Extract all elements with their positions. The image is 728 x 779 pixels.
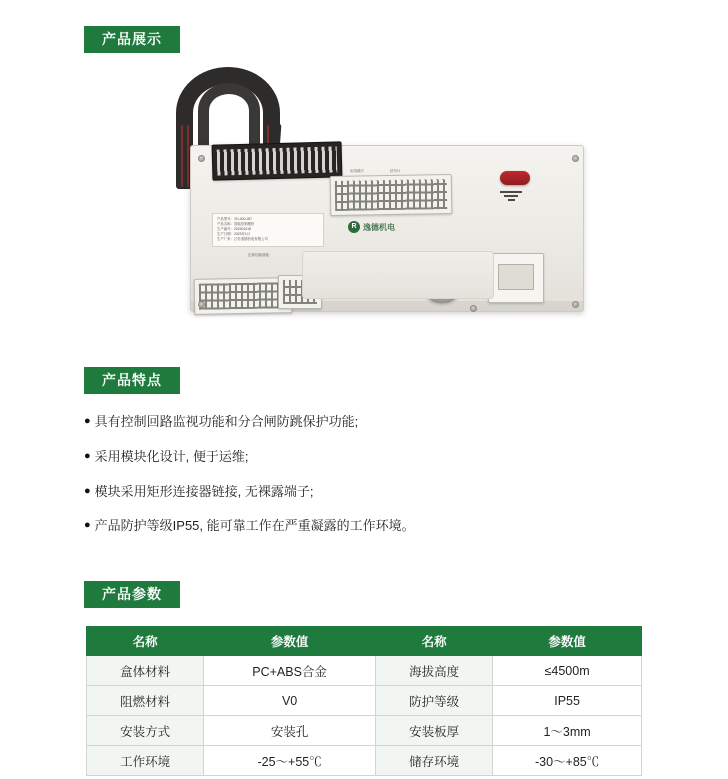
screw	[470, 305, 477, 312]
table-header-row	[87, 627, 642, 656]
bullet-icon: ●	[84, 519, 91, 532]
cell-name: 盒体材料	[87, 656, 204, 686]
brand-logo-text: 逸德机电	[363, 222, 395, 232]
product-photo	[152, 63, 592, 343]
port-caption: 出线端子	[350, 169, 364, 173]
table-row	[87, 716, 642, 746]
connector-pins	[199, 282, 287, 310]
column-header-value-2: 参数值	[493, 627, 642, 656]
product-features-section	[0, 343, 728, 394]
list-item	[84, 482, 728, 503]
column-header-value-1: 参数值	[204, 627, 376, 656]
label-line: 产品名称：智能控制模块	[217, 222, 255, 226]
cell-value: PC+ABS合金	[204, 656, 376, 686]
cell-value: -25～+55℃	[204, 746, 376, 776]
list-item	[84, 447, 728, 468]
column-header-name-2: 名称	[375, 627, 492, 656]
cell-value: -30～+85℃	[493, 746, 642, 776]
product-params-section	[0, 551, 728, 608]
screw	[572, 155, 579, 162]
bullet-icon: ●	[84, 484, 91, 497]
feature-text: 模块采用矩形连接器链接, 无裸露端子;	[94, 483, 314, 499]
connector-center-top	[330, 174, 453, 216]
red-indicator	[500, 171, 530, 185]
label-line: 生产日期：2023年1月	[217, 232, 251, 236]
bullet-icon: ●	[84, 449, 91, 462]
cell-value: ≤4500m	[493, 656, 642, 686]
feature-text: 具有控制回路监视功能和分合闸防跳保护功能;	[94, 414, 359, 429]
label-line: 生产厂家：江苏逸德机电有限公司	[217, 237, 268, 241]
ground-symbol-icon	[500, 191, 522, 201]
params-table	[86, 626, 642, 776]
connector-pins	[335, 179, 448, 211]
port-caption: 信号口	[390, 169, 401, 173]
table-row	[87, 656, 642, 686]
cell-value: V0	[204, 686, 376, 716]
list-item	[84, 516, 728, 537]
connector-black-top-left	[212, 141, 343, 180]
cell-name: 防护等级	[375, 686, 492, 716]
column-header-name-1: 名称	[87, 627, 204, 656]
section-title-product-display: 产品展示	[84, 26, 180, 53]
cell-name: 工作环境	[87, 746, 204, 776]
cable-stripe-1	[181, 125, 183, 187]
cell-value: 1～3mm	[493, 716, 642, 746]
features-list	[0, 394, 728, 537]
label-line: 产品型号：YD-400-J87	[217, 217, 253, 221]
params-table-wrapper	[0, 608, 728, 776]
screw	[198, 301, 205, 308]
bullet-icon: ●	[84, 415, 91, 427]
product-label-sticker	[212, 213, 324, 247]
cell-name: 海拔高度	[375, 656, 492, 686]
connector-right-socket	[488, 253, 544, 303]
product-display-section	[0, 0, 728, 53]
cell-name: 安装方式	[87, 716, 204, 746]
cell-name: 安装板厚	[375, 716, 492, 746]
label-line: 生产编号：202301018	[217, 227, 251, 231]
connector-pins	[217, 146, 338, 175]
table-row	[87, 686, 642, 716]
cell-name: 阻燃材料	[87, 686, 204, 716]
connector-pins	[498, 264, 534, 290]
table-row	[87, 746, 642, 776]
panel-recess	[302, 251, 494, 299]
feature-text: 采用模块化设计, 便于运维;	[94, 448, 249, 464]
cell-value: 安装孔	[204, 716, 376, 746]
product-image-area	[0, 53, 728, 343]
section-title-product-features: 产品特点	[84, 367, 180, 394]
cell-name: 储存环境	[375, 746, 492, 776]
feature-text: 产品防护等级IP55, 能可靠工作在严重凝露的工作环境。	[94, 518, 415, 534]
screw	[572, 301, 579, 308]
list-item	[84, 412, 728, 433]
screw	[198, 155, 205, 162]
panel-bottom-caption: 正面功能面板	[248, 253, 269, 257]
brand-logo	[348, 221, 395, 233]
cell-value: IP55	[493, 686, 642, 716]
section-title-product-params: 产品参数	[84, 581, 180, 608]
cable-stripe-2	[187, 125, 189, 187]
brand-logo-icon: R	[348, 221, 360, 233]
